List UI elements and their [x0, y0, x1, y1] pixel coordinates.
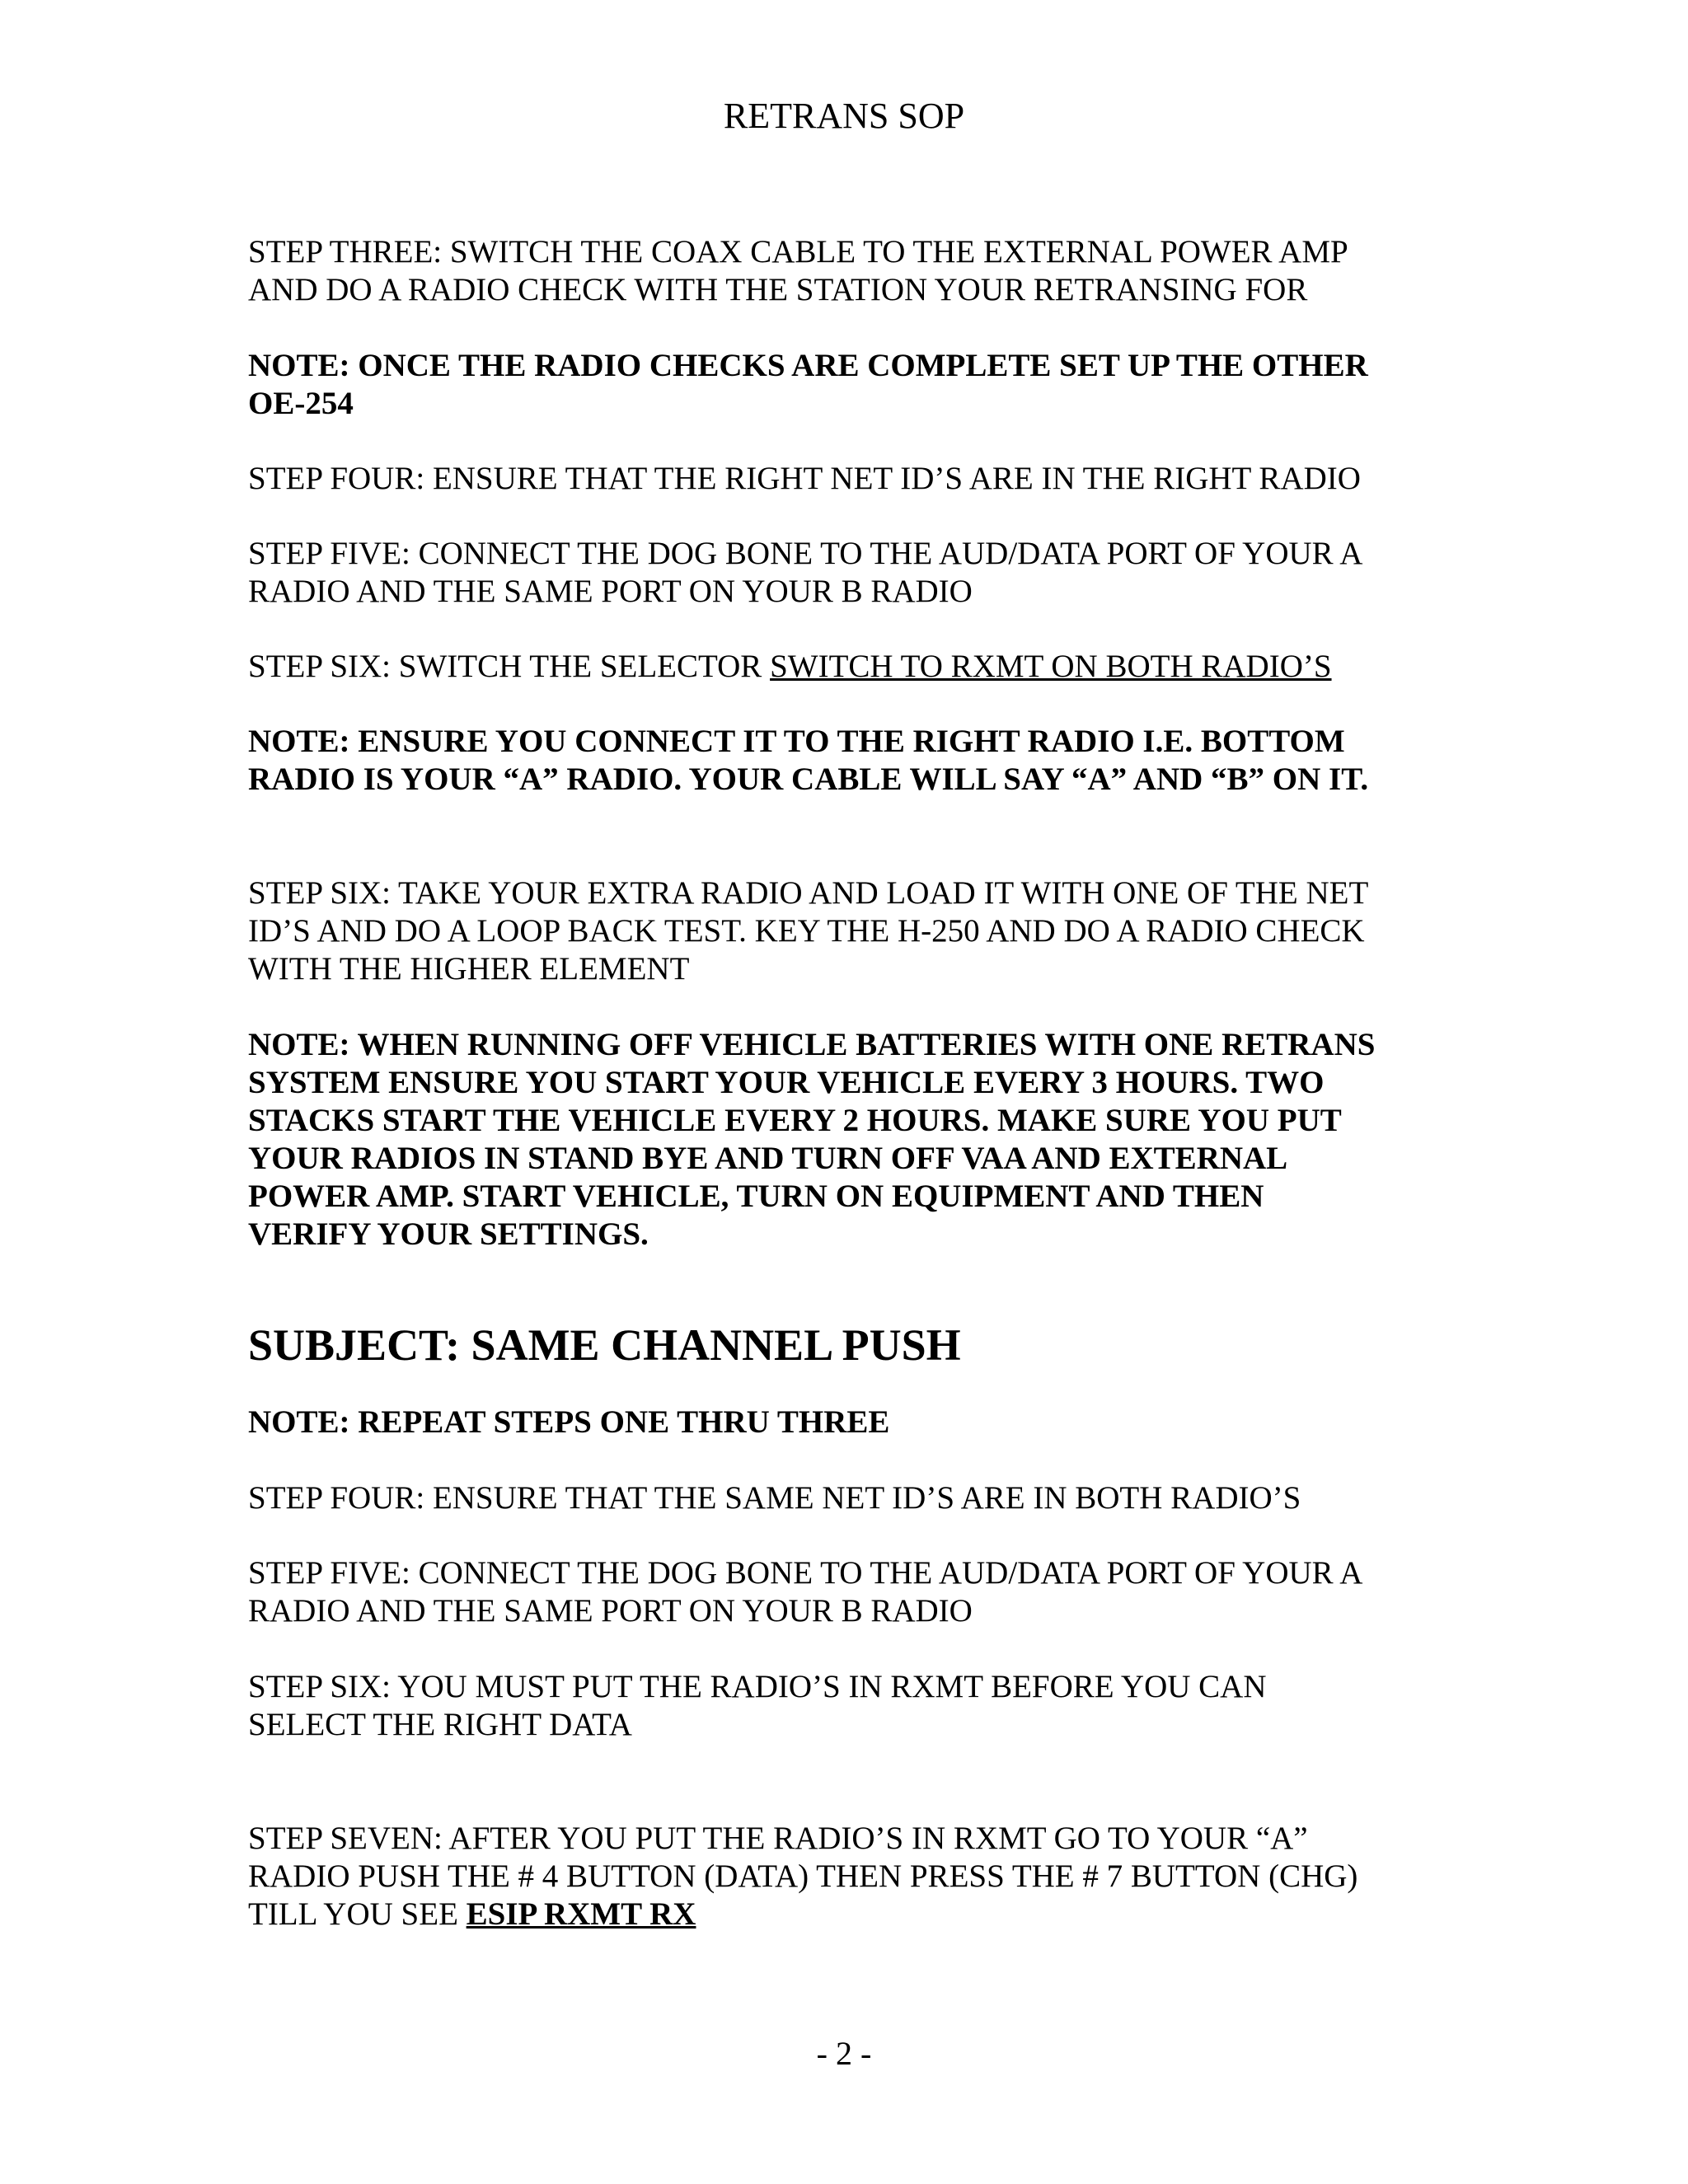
step-six-prefix: STEP SIX: SWITCH THE SELECTOR — [248, 649, 771, 684]
step-line: ID’S AND DO A LOOP BACK TEST. KEY THE H-250 AND DO A RADIO CHECK — [248, 913, 1365, 949]
subject-heading — [248, 1319, 1443, 1371]
note-line: SYSTEM ENSURE YOU START YOUR VEHICLE EVERY 3 HOURS. TWO — [248, 1065, 1325, 1100]
step-seven — [248, 1820, 1443, 1933]
step-five-dog-bone — [248, 535, 1443, 611]
note-vehicle-batteries — [248, 1026, 1443, 1254]
step-line: RADIO AND THE SAME PORT ON YOUR B RADIO — [248, 1593, 973, 1629]
note-connect-right-radio — [248, 723, 1443, 799]
step-line: STEP SIX: TAKE YOUR EXTRA RADIO AND LOAD IT WITH ONE OF THE NET — [248, 875, 1369, 911]
step-line: STEP FIVE: CONNECT THE DOG BONE TO THE AUD/DATA PORT OF YOUR A — [248, 536, 1363, 571]
note-radio-checks — [248, 347, 1443, 423]
step-line: SELECT THE RIGHT DATA — [248, 1707, 632, 1742]
note-line: NOTE: ENSURE YOU CONNECT IT TO THE RIGHT RADIO I.E. BOTTOM — [248, 724, 1345, 759]
step-seven-prefix: TILL YOU SEE — [248, 1896, 467, 1932]
note-line: NOTE: ONCE THE RADIO CHECKS ARE COMPLETE SET UP THE OTHER — [248, 348, 1368, 383]
step-six-underlined: SWITCH TO RXMT ON BOTH RADIO’S — [770, 649, 1332, 684]
step-four-same-net — [248, 1479, 1443, 1517]
step-line: RADIO AND THE SAME PORT ON YOUR B RADIO — [248, 574, 973, 609]
step-line: RADIO PUSH THE # 4 BUTTON (DATA) THEN PRESS THE # 7 BUTTON (CHG) — [248, 1858, 1358, 1894]
note-line: YOUR RADIOS IN STAND BYE AND TURN OFF VAA AND EXTERNAL — [248, 1141, 1288, 1176]
step-five-dog-bone-b — [248, 1554, 1443, 1630]
step-line: WITH THE HIGHER ELEMENT — [248, 951, 690, 987]
page-number: - 2 - — [816, 2035, 872, 2072]
document-body — [248, 233, 1443, 1933]
step-line: STEP FOUR: ENSURE THAT THE SAME NET ID’S ARE IN BOTH RADIO’S — [248, 1480, 1301, 1516]
note-line: STACKS START THE VEHICLE EVERY 2 HOURS. MAKE SURE YOU PUT — [248, 1103, 1342, 1138]
note-line: OE-254 — [248, 386, 354, 421]
page-title: RETRANS SOP — [723, 96, 965, 136]
note-line: NOTE: WHEN RUNNING OFF VEHICLE BATTERIES WITH ONE RETRANS — [248, 1027, 1376, 1062]
esip-rxmt-rx: ESIP RXMT RX — [466, 1896, 696, 1932]
step-three-line: AND DO A RADIO CHECK WITH THE STATION YOUR RETRANSING FOR — [248, 272, 1308, 307]
note-line: NOTE: REPEAT STEPS ONE THRU THREE — [248, 1404, 890, 1440]
step-six-rxmt — [248, 1668, 1443, 1744]
note-repeat-steps — [248, 1404, 1443, 1441]
step-three — [248, 233, 1443, 309]
step-line: STEP SEVEN: AFTER YOU PUT THE RADIO’S IN RXMT GO TO YOUR “A” — [248, 1821, 1308, 1856]
step-three-line: STEP THREE: SWITCH THE COAX CABLE TO THE EXTERNAL POWER AMP — [248, 234, 1348, 269]
note-line: POWER AMP. START VEHICLE, TURN ON EQUIPMENT AND THEN — [248, 1179, 1264, 1214]
note-line: VERIFY YOUR SETTINGS. — [248, 1216, 649, 1252]
step-line: STEP FIVE: CONNECT THE DOG BONE TO THE AUD/DATA PORT OF YOUR A — [248, 1555, 1363, 1591]
step-line: STEP FOUR: ENSURE THAT THE RIGHT NET ID’S ARE IN THE RIGHT RADIO — [248, 461, 1361, 496]
step-six-selector — [248, 648, 1443, 686]
step-line — [248, 1896, 1443, 1933]
step-four-right-net — [248, 460, 1443, 498]
step-line: STEP SIX: YOU MUST PUT THE RADIO’S IN RXMT BEFORE YOU CAN — [248, 1669, 1267, 1704]
step-six-loop-back — [248, 874, 1443, 988]
step-line — [248, 648, 1443, 686]
note-line: RADIO IS YOUR “A” RADIO. YOUR CABLE WILL SAY “A” AND “B” ON IT. — [248, 762, 1369, 797]
subject-title: SUBJECT: SAME CHANNEL PUSH — [248, 1320, 961, 1370]
